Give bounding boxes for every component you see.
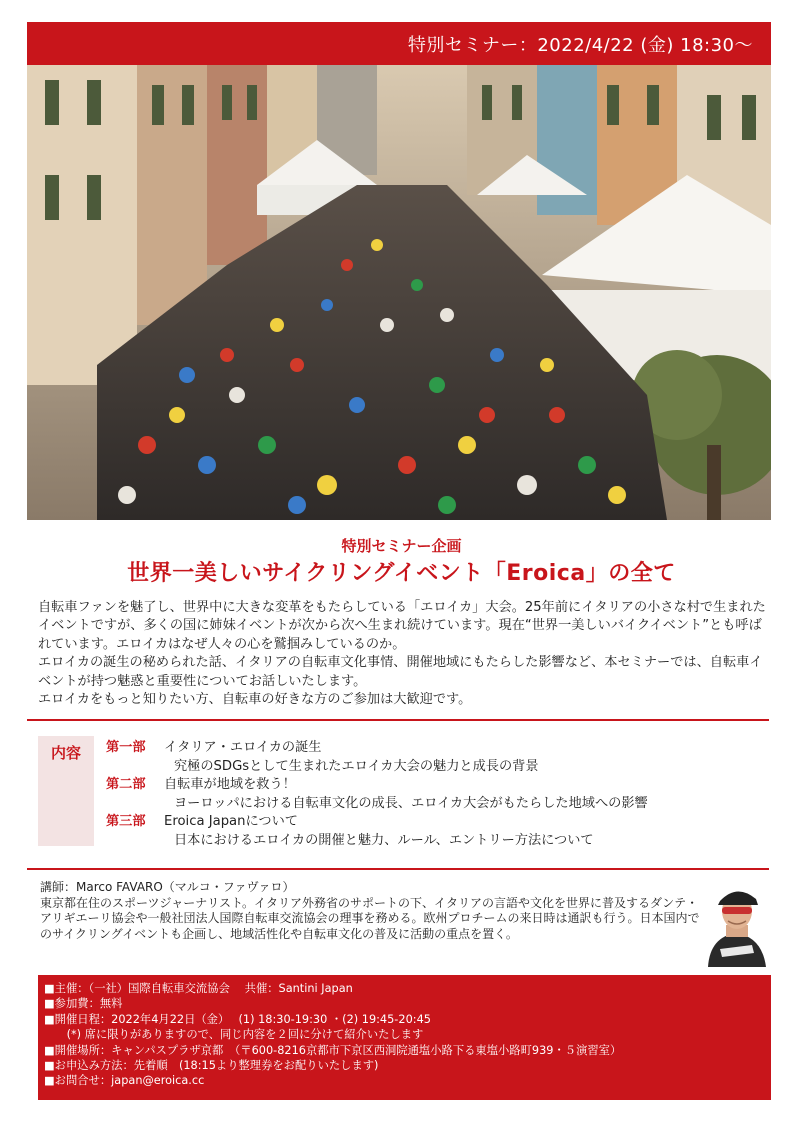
intro-paragraph: 自転車ファンを魅了し、世界中に大きな変革をもたらしている「エロイカ」大会。25年前にイタリアの小さな村で生まれたイベントですが、多くの国に姉妹イベントが次から次へ生まれ続けています。現在“世界一美しいバイクイベント”とも呼ばれています。エロイカはなぜ人々の心を鷲掴みしているのか。: [38, 600, 766, 652]
part-description: 究極のSDGsとして生まれたエロイカ大会の魅力と成長の背景: [174, 758, 539, 774]
speaker-section: [40, 880, 700, 942]
banner-text: 特別セミナー：2022/4/22 (金) 18:30〜: [407, 34, 753, 56]
part-description: 日本におけるエロイカの開催と魅力、ルール、エントリー方法について: [174, 832, 594, 848]
divider: [27, 868, 769, 870]
intro-paragraph: エロイカの誕生の秘められた話、イタリアの自転車文化事情、開催地域にもたらした影響など、本セミナーでは、自転車イベントが持つ魅惑と重要性についてお話しいたします。: [38, 655, 763, 689]
part-description: ヨーロッパにおける自転車文化の成長、エロイカ大会がもたらした地域への影響: [174, 795, 648, 811]
intro-paragraph: エロイカをもっと知りたい方、自転車の好きな方のご参加は大歓迎です。: [38, 692, 472, 708]
info-organizer: ■主催：（一社）国際自転車交流協会 共催：Santini Japan: [44, 982, 353, 995]
part-label: 第一部: [106, 740, 146, 755]
divider: [27, 719, 769, 721]
cycling-crowd-street-photo-icon: [27, 65, 771, 520]
intro-text: [38, 599, 766, 709]
event-subtitle: 特別セミナー企画: [341, 537, 462, 555]
part-title: Eroica Japanについて: [164, 814, 298, 829]
contents-label: 内容: [38, 736, 94, 846]
speaker-bio: 東京都在住のスポーツジャーナリスト。イタリア外務省のサポートの下、イタリアの言語や文化を世界に普及するダンテ・アリギエーリ協会や一般社団法人国際自転車交流協会の理事を務める。欧州プロチームの来日時は通訳も行う。日本国内でのサイクリングイベントも企画し、地域活性化や自転車文化の普及に活動の重点を置く。: [40, 895, 700, 941]
info-schedule-note: (*) 席に限りがありますので、同じ内容を２回に分けて紹介いたします: [44, 1028, 424, 1042]
info-application: ■お申込み方法：先着順 (18:15より整理券をお配りいたします): [44, 1059, 379, 1073]
part-heading: [106, 776, 766, 795]
part-title: イタリア・エロイカの誕生: [164, 740, 322, 755]
event-info-box: [38, 975, 771, 1100]
event-title: 世界一美しいサイクリングイベント「Eroica」の全て: [127, 561, 676, 586]
part-label: 第二部: [106, 777, 146, 792]
part-heading: [106, 739, 766, 758]
info-schedule: ■開催日程：2022年4月22日（金） (1) 18:30-19:30 ・(2) 19:45-20:45: [44, 1012, 431, 1026]
speaker-name: 講師：Marco FAVARO（マルコ・ファヴァロ）: [40, 880, 295, 894]
program-parts: [106, 739, 766, 850]
info-fee: ■参加費：無料: [44, 997, 123, 1011]
info-venue: ■開催場所：キャンパスプラザ京都 （〒600-8216京都市下京区西洞院通塩小路下る東塩小路町939・５演習室）: [44, 1043, 622, 1057]
part-title: 自転車が地域を救う！: [164, 777, 296, 792]
hero-photo: [27, 65, 771, 520]
cyclist-portrait-icon: [700, 875, 772, 967]
part-heading: [106, 813, 766, 832]
info-contact: ■お問合せ：japan@eroica.cc: [44, 1074, 205, 1088]
part-label: 第三部: [106, 814, 146, 829]
top-banner: [27, 22, 771, 65]
